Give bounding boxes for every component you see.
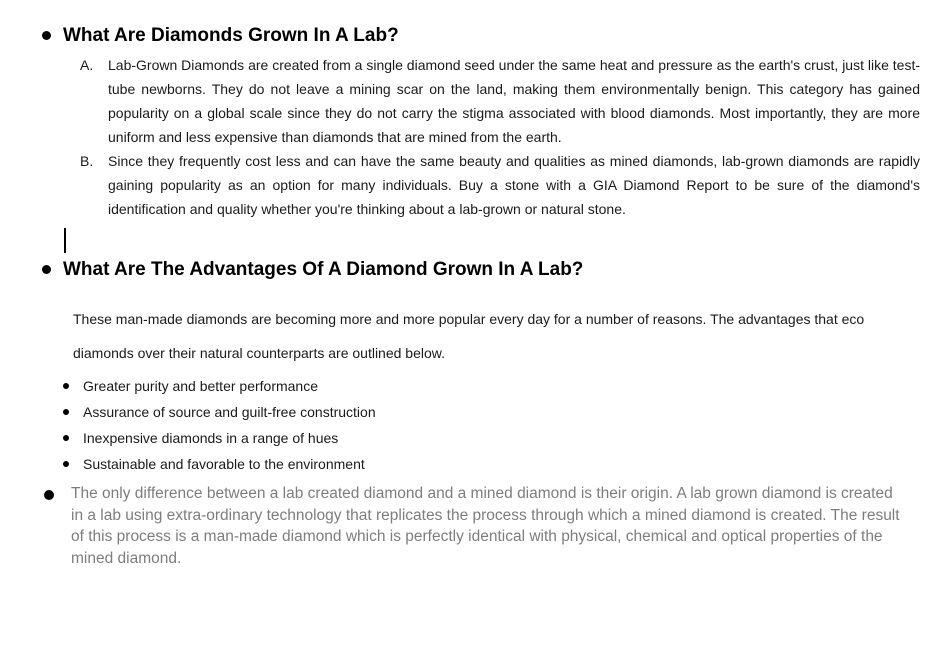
list-item-text: Sustainable and favorable to the environment — [83, 456, 365, 472]
list-item-label: A. — [80, 57, 94, 73]
list-item-label: B. — [80, 153, 94, 169]
bullet-icon — [42, 31, 51, 40]
section-heading: What Are Diamonds Grown In A Lab? — [63, 25, 399, 46]
list-item — [80, 149, 920, 221]
bullet-icon — [63, 435, 69, 441]
list-item-text: Greater purity and better performance — [83, 378, 319, 394]
paragraph: Since they frequently cost less and can have the same beauty and qualities as mined diamonds, lab-grown diamonds are rapidly gaining popularity as an option for many individuals. Buy a stone with a GIA Diamond Report to be sure of the diamond's identification and quality whether you're thinking about a lab-grown or natural stone. — [108, 153, 920, 217]
section-heading-row — [42, 24, 399, 47]
list-item — [63, 402, 376, 428]
section-heading-row — [42, 258, 583, 281]
list-item-text: Assurance of source and guilt-free construction — [83, 404, 376, 420]
lettered-list — [80, 53, 920, 221]
paragraph: Lab-Grown Diamonds are created from a single diamond seed under the same heat and pressure as the earth's crust, just like test-tube newborns. They do not leave a mining scar on the land, making them environmentally benign. This category has gained popularity on a global scale since they do not carry the stigma associated with blood diamonds. Most importantly, they are more uniform and less expensive than diamonds that are mined from the earth. — [108, 57, 920, 145]
bullet-icon — [63, 409, 69, 415]
note-paragraph: The only difference between a lab created diamond and a mined diamond is their origin. A lab grown diamond is created in a lab using extra-ordinary technology that replicates the process through which a mined diamond is created. The result of this process is a man-made diamond which is perfectly identical with physical, chemical and optical properties of the mined diamond. — [71, 485, 900, 568]
section-heading: What Are The Advantages Of A Diamond Grown In A Lab? — [63, 259, 584, 280]
list-item — [80, 53, 920, 149]
list-item — [63, 428, 376, 454]
bullet-list — [63, 376, 376, 480]
text-caret-icon — [64, 228, 66, 253]
note-row — [44, 483, 909, 570]
list-item-text: Inexpensive diamonds in a range of hues — [83, 430, 339, 446]
paragraph: These man-made diamonds are becoming more and more popular every day for a number of reasons. The advantages that eco diamonds over their natural counterparts are outlined below. — [73, 311, 865, 361]
bullet-icon — [44, 490, 54, 500]
list-item — [63, 376, 376, 402]
list-item — [63, 454, 376, 480]
bullet-icon — [63, 461, 69, 467]
bullet-icon — [42, 265, 51, 274]
bullet-icon — [63, 383, 69, 389]
